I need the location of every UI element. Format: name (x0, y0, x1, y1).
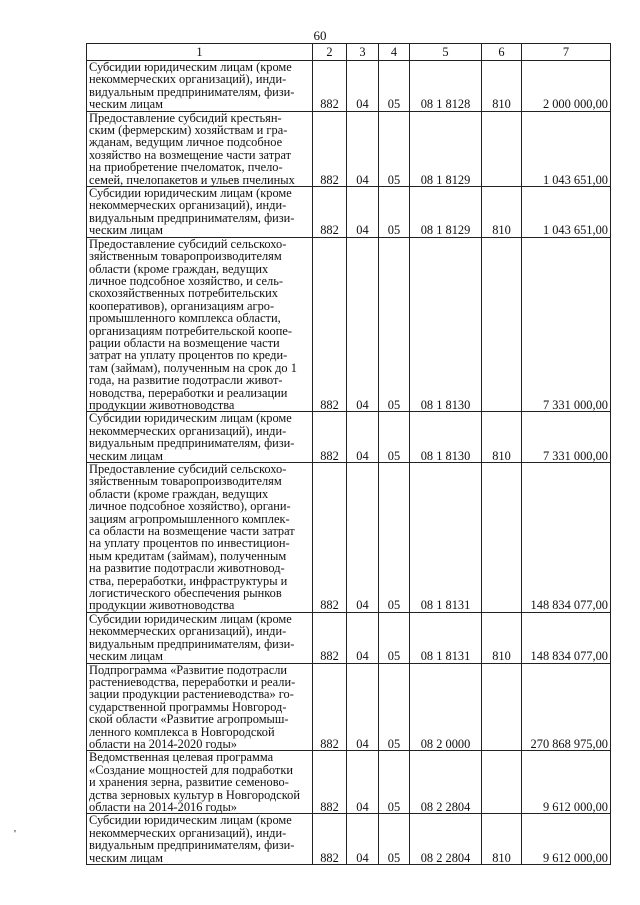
amount-cell: 148 834 077,00 (522, 463, 611, 613)
row-description (87, 751, 313, 814)
description-line: Подпрограмма «Развитие подотрасли (89, 662, 288, 677)
header-cell: 1 (87, 44, 313, 61)
code-expense-type-cell (482, 663, 522, 751)
code-section-cell: 04 (347, 61, 379, 112)
description-line: Предоставление субсидий сельскохо- (89, 236, 287, 251)
header-cell: 4 (379, 44, 410, 61)
description-line: организациям потребительской коопе- (89, 323, 292, 338)
header-cell: 2 (313, 44, 347, 61)
description-line: дства зерновых культур в Новгородской (89, 787, 300, 802)
code-section-cell: 04 (347, 463, 379, 613)
description-line: сударственной программы Новгород- (89, 699, 287, 714)
header-cell: 6 (482, 44, 522, 61)
row-description (87, 814, 313, 865)
row-description (87, 612, 313, 663)
table-row (87, 612, 611, 663)
description-line: Субсидии юридическим лицам (кроме (89, 411, 292, 426)
description-line: некоммерческих организаций), инди- (89, 198, 287, 213)
code-section-cell: 04 (347, 751, 379, 814)
description-line: зяйственным товаропроизводителям (89, 474, 282, 489)
code-target-cell: 08 1 8131 (410, 612, 482, 663)
description-line: ским (фермерским) хозяйствам и гра- (89, 123, 288, 138)
code-subsection-cell: 05 (379, 412, 410, 463)
row-description (87, 412, 313, 463)
description-line: некоммерческих организаций), инди- (89, 825, 287, 840)
amount-cell: 148 834 077,00 (522, 612, 611, 663)
description-line: семей, пчелопакетов и ульев пчелиных (89, 172, 295, 187)
description-line: ческим лицам (89, 97, 163, 112)
description-line: жданам, ведущим личное подсобное (89, 135, 283, 150)
table-row (87, 412, 611, 463)
code-subsection-cell: 05 (379, 814, 410, 865)
table-row (87, 187, 611, 238)
description-line: новодства, переработки и реализации (89, 385, 288, 400)
header-row (87, 44, 611, 61)
description-line: Субсидии юридическим лицам (кроме (89, 186, 292, 201)
table-row (87, 751, 611, 814)
description-line: на уплату процентов по инвестицион- (89, 536, 290, 551)
description-line: некоммерческих организаций), инди- (89, 72, 287, 87)
amount-cell: 9 612 000,00 (522, 814, 611, 865)
code-subsection-cell: 05 (379, 751, 410, 814)
description-line: видуальным предпринимателям, физи- (89, 636, 295, 651)
code-admin-cell: 882 (313, 111, 347, 186)
description-line: «Создание мощностей для подработки (89, 762, 293, 777)
description-line: промышленного комплекса области, (89, 311, 281, 326)
description-line: затрат на уплату процентов по креди- (89, 348, 288, 363)
code-target-cell: 08 1 8131 (410, 463, 482, 613)
code-subsection-cell: 05 (379, 61, 410, 112)
description-line: личное подсобное хозяйство, и сель- (89, 273, 284, 288)
description-line: и хранения зерна, развитие семеново- (89, 775, 289, 790)
code-expense-type-cell: 810 (482, 814, 522, 865)
description-line: растениеводства, переработки и реали- (89, 674, 296, 689)
description-line: там (займам), полученным на срок до 1 (89, 360, 297, 375)
code-expense-type-cell (482, 463, 522, 613)
code-target-cell: 08 1 8129 (410, 111, 482, 186)
code-expense-type-cell: 810 (482, 612, 522, 663)
description-line: на приобретение пчеломаток, пчело- (89, 160, 283, 175)
code-section-cell: 04 (347, 412, 379, 463)
description-line: Субсидии юридическим лицам (кроме (89, 611, 292, 626)
amount-cell: 1 043 651,00 (522, 111, 611, 186)
description-line: Предоставление субсидий сельскохо- (89, 462, 287, 476)
description-line: Субсидии юридическим лицам (кроме (89, 813, 292, 828)
description-line: ческим лицам (89, 649, 163, 664)
code-target-cell: 08 2 2804 (410, 814, 482, 865)
code-subsection-cell: 05 (379, 111, 410, 186)
code-target-cell: 08 2 2804 (410, 751, 482, 814)
code-section-cell: 04 (347, 612, 379, 663)
row-description (87, 61, 313, 112)
description-line: видуальным предпринимателям, физи- (89, 436, 295, 451)
description-line: скохозяйственных потребительских (89, 286, 278, 301)
header-cell: 3 (347, 44, 379, 61)
row-description (87, 463, 313, 613)
amount-cell: 270 868 975,00 (522, 663, 611, 751)
description-line: области (кроме граждан, ведущих (89, 261, 269, 276)
table-row (87, 237, 611, 412)
description-line: са области на возмещение части затрат (89, 524, 295, 539)
row-description (87, 237, 313, 412)
code-expense-type-cell (482, 111, 522, 186)
description-line: продукции животноводства (89, 397, 235, 412)
description-line: Субсидии юридическим лицам (кроме (89, 60, 292, 74)
description-line: ленного комплекса в Новгородской (89, 724, 275, 739)
code-expense-type-cell: 810 (482, 412, 522, 463)
row-description (87, 187, 313, 238)
description-line: зации продукции растениеводства» го- (89, 687, 294, 702)
amount-cell: 2 000 000,00 (522, 61, 611, 112)
description-line: Предоставление субсидий крестьян- (89, 110, 282, 125)
description-line: зяйственным товаропроизводителям (89, 249, 282, 264)
code-admin-cell: 882 (313, 751, 347, 814)
description-line: ным кредитам (займам), полученным (89, 548, 287, 563)
code-admin-cell: 882 (313, 814, 347, 865)
budget-table (86, 43, 611, 865)
code-admin-cell: 882 (313, 412, 347, 463)
description-line: на развитие подотрасли животновод- (89, 561, 285, 576)
table-row (87, 663, 611, 751)
description-line: личное подсобное хозяйство), органи- (89, 499, 291, 514)
code-admin-cell: 882 (313, 612, 347, 663)
code-target-cell: 08 1 8128 (410, 61, 482, 112)
code-target-cell: 08 1 8130 (410, 237, 482, 412)
code-admin-cell: 882 (313, 237, 347, 412)
description-line: некоммерческих организаций), инди- (89, 624, 287, 639)
code-expense-type-cell: 810 (482, 61, 522, 112)
page-number: 60 (313, 28, 327, 43)
header-cell: 5 (410, 44, 482, 61)
code-section-cell: 04 (347, 187, 379, 238)
table-row (87, 111, 611, 186)
description-line: хозяйство на возмещение части затрат (89, 147, 292, 162)
code-section-cell: 04 (347, 663, 379, 751)
code-admin-cell: 882 (313, 61, 347, 112)
code-target-cell: 08 1 8129 (410, 187, 482, 238)
description-line: видуальным предпринимателям, физи- (89, 84, 295, 99)
code-section-cell: 04 (347, 814, 379, 865)
code-admin-cell: 882 (313, 187, 347, 238)
description-line: ской области «Развитие агропромыш- (89, 712, 289, 727)
description-line: продукции животноводства (89, 598, 235, 613)
code-section-cell: 04 (347, 111, 379, 186)
table-row (87, 814, 611, 865)
header-cell: 7 (522, 44, 611, 61)
table-row (87, 463, 611, 613)
description-line: некоммерческих организаций), инди- (89, 423, 287, 438)
code-section-cell: 04 (347, 237, 379, 412)
description-line: ческим лицам (89, 850, 163, 865)
description-line: рации области на возмещение части (89, 335, 280, 350)
margin-mark: ' (14, 828, 16, 840)
code-subsection-cell: 05 (379, 237, 410, 412)
description-line: ческим лицам (89, 448, 163, 463)
description-line: области на 2014-2020 годы» (89, 736, 237, 751)
code-subsection-cell: 05 (379, 187, 410, 238)
code-admin-cell: 882 (313, 663, 347, 751)
description-line: кооперативов), организациям агро- (89, 298, 275, 313)
code-target-cell: 08 1 8130 (410, 412, 482, 463)
code-expense-type-cell: 810 (482, 187, 522, 238)
row-description (87, 111, 313, 186)
description-line: видуальным предпринимателям, физи- (89, 838, 295, 853)
code-admin-cell: 882 (313, 463, 347, 613)
amount-cell: 7 331 000,00 (522, 412, 611, 463)
description-line: видуальным предпринимателям, физи- (89, 210, 295, 225)
code-subsection-cell: 05 (379, 663, 410, 751)
description-line: года, на развитие подотрасли живот- (89, 373, 283, 388)
code-expense-type-cell (482, 237, 522, 412)
description-line: ческим лицам (89, 223, 163, 238)
code-subsection-cell: 05 (379, 463, 410, 613)
description-line: области (кроме граждан, ведущих (89, 486, 269, 501)
description-line: области на 2014-2016 годы» (89, 799, 237, 814)
description-line: ства, переработки, инфраструктуры и (89, 573, 288, 588)
amount-cell: 1 043 651,00 (522, 187, 611, 238)
code-subsection-cell: 05 (379, 612, 410, 663)
code-expense-type-cell (482, 751, 522, 814)
amount-cell: 9 612 000,00 (522, 751, 611, 814)
amount-cell: 7 331 000,00 (522, 237, 611, 412)
code-target-cell: 08 2 0000 (410, 663, 482, 751)
row-description (87, 663, 313, 751)
description-line: Ведомственная целевая программа (89, 750, 274, 765)
description-line: логистического обеспечения рынков (89, 586, 282, 601)
description-line: зациям агропромышленного комплек- (89, 511, 290, 526)
table-row (87, 61, 611, 112)
